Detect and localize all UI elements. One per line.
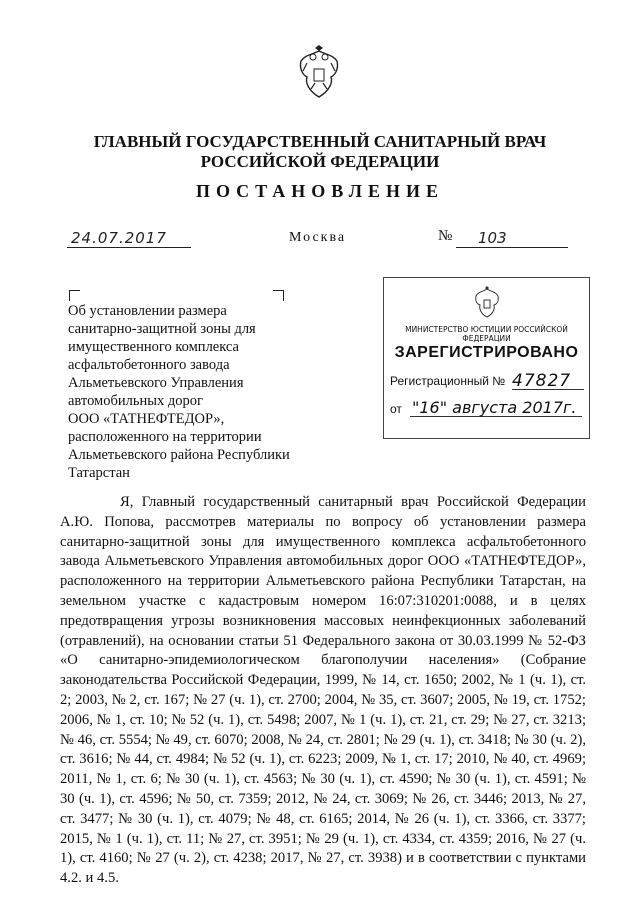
number-label: № <box>438 228 453 244</box>
subject-corner-right <box>273 290 284 301</box>
stamp-reg-number: 47827 <box>512 371 572 391</box>
subject-line: Альметьевского Управления <box>68 375 244 391</box>
stamp-reg-field <box>512 371 584 390</box>
subject-line: санитарно-защитной зоны для <box>68 321 256 337</box>
issuer-title-line-1: ГЛАВНЫЙ ГОСУДАРСТВЕННЫЙ САНИТАРНЫЙ ВРАЧ <box>93 132 547 151</box>
stamp-registered: ЗАРЕГИСТРИРОВАНО <box>394 344 579 361</box>
subject-block <box>68 302 290 482</box>
subject-line: Альметьевского района Республики <box>68 447 290 463</box>
date-field <box>67 229 191 248</box>
subject-line: асфальтобетонного завода <box>68 357 230 373</box>
number-field <box>456 229 568 248</box>
document-type-title: ПОСТАНОВЛЕНИЕ <box>195 181 445 201</box>
subject-corner-left <box>69 290 80 301</box>
stamp-reg-label: Регистрационный № <box>390 374 506 388</box>
issuer-title-line-2: РОССИЙСКОЙ ФЕДЕРАЦИИ <box>200 152 440 171</box>
coat-of-arms-emblem <box>293 45 345 101</box>
stamp-reg-date: "16" августа 2017г. <box>412 398 577 417</box>
registration-stamp <box>383 277 590 439</box>
subject-line: Об установлении размера <box>68 303 227 319</box>
stamp-date-field <box>410 398 582 417</box>
body-text <box>60 493 586 889</box>
document-number: 103 <box>478 229 507 247</box>
subject-line: имущественного комплекса <box>68 339 239 355</box>
body-paragraph: Я, Главный государственный санитарный врач Российской Федерации А.Ю. Попова, рассмотрев материалы по вопросу об установлении размера санитарно-защитной зоны для имущественного комплекса асфальтобетонного завода Альметьевского Управления автомобильных дорог ООО «ТАТНЕФТЕДОР», расположенного на территории Альметьевского района Республики Татарстан, на земельном участке с кадастровым номером 16:07:310201:0088, и в целях предотвращения угрозы возникновения массовых неинфекционных заболеваний (отравлений), на основании статьи 51 Федерального закона от 30.03.1999 № 52-ФЗ «О санитарно-эпидемиологическом благополучии населения» (Собрание законодательства Российской Федерации, 1999, № 14, ст. 1650; 2002, № 1 (ч. 1), ст. 2; 2003, № 2, ст. 167; № 27 (ч. 1), ст. 2700; 2004, № 35, ст. 3607; 2005, № 19, ст. 1752; 2006, № 1, ст. 10; № 52 (ч. 1), ст. 5498; 2007, № 1 (ч. 1), ст. 21, ст. 29; № 27, ст. 3213; № 46, ст. 5554; № 49, ст. 6070; 2008, № 24, ст. 2801; № 29 (ч. 1), ст. 3418; № 30 (ч. 2), ст. 3616; № 44, ст. 4984; № 52 (ч. 1), ст. 6223; 2009, № 1, ст. 17; 2010, № 40, ст. 4969; 2011, № 1, ст. 6; № 30 (ч. 1), ст. 4563; № 30 (ч. 1), ст. 4590; № 30 (ч. 1), ст. 4591; № 30 (ч. 1), ст. 4596; № 50, ст. 7359; 2012, № 24, ст. 3069; № 26, ст. 3446; 2013, № 27, ст. 3477; № 30 (ч. 1), ст. 4079; № 48, ст. 6165; 2014, № 26 (ч. 1), ст. 3366, ст. 3377; 2015, № 1 (ч. 1), ст. 11; № 27, ст. 3951; № 29 (ч. 1), ст. 4334, ст. 4359; 2016, № 27 (ч. 1), ст. 4160; № 27 (ч. 2), ст. 4238; 2017, № 27, ст. 3938) и в соответствии с пунктами 4.2. и 4.5. <box>60 494 586 887</box>
city-name: Москва <box>289 230 347 245</box>
subject-line: автомобильных дорог <box>68 393 203 409</box>
stamp-emblem-icon <box>472 286 502 320</box>
subject-line: расположенного на территории <box>68 429 262 445</box>
stamp-ministry: МИНИСТЕРСТВО ЮСТИЦИИ РОССИЙСКОЙ ФЕДЕРАЦИИ <box>405 325 568 343</box>
subject-line: ООО «ТАТНЕФТЕДОР», <box>68 411 225 427</box>
stamp-from-label: от <box>390 402 402 416</box>
subject-line: Татарстан <box>68 465 130 481</box>
document-date: 24.07.2017 <box>71 229 167 247</box>
